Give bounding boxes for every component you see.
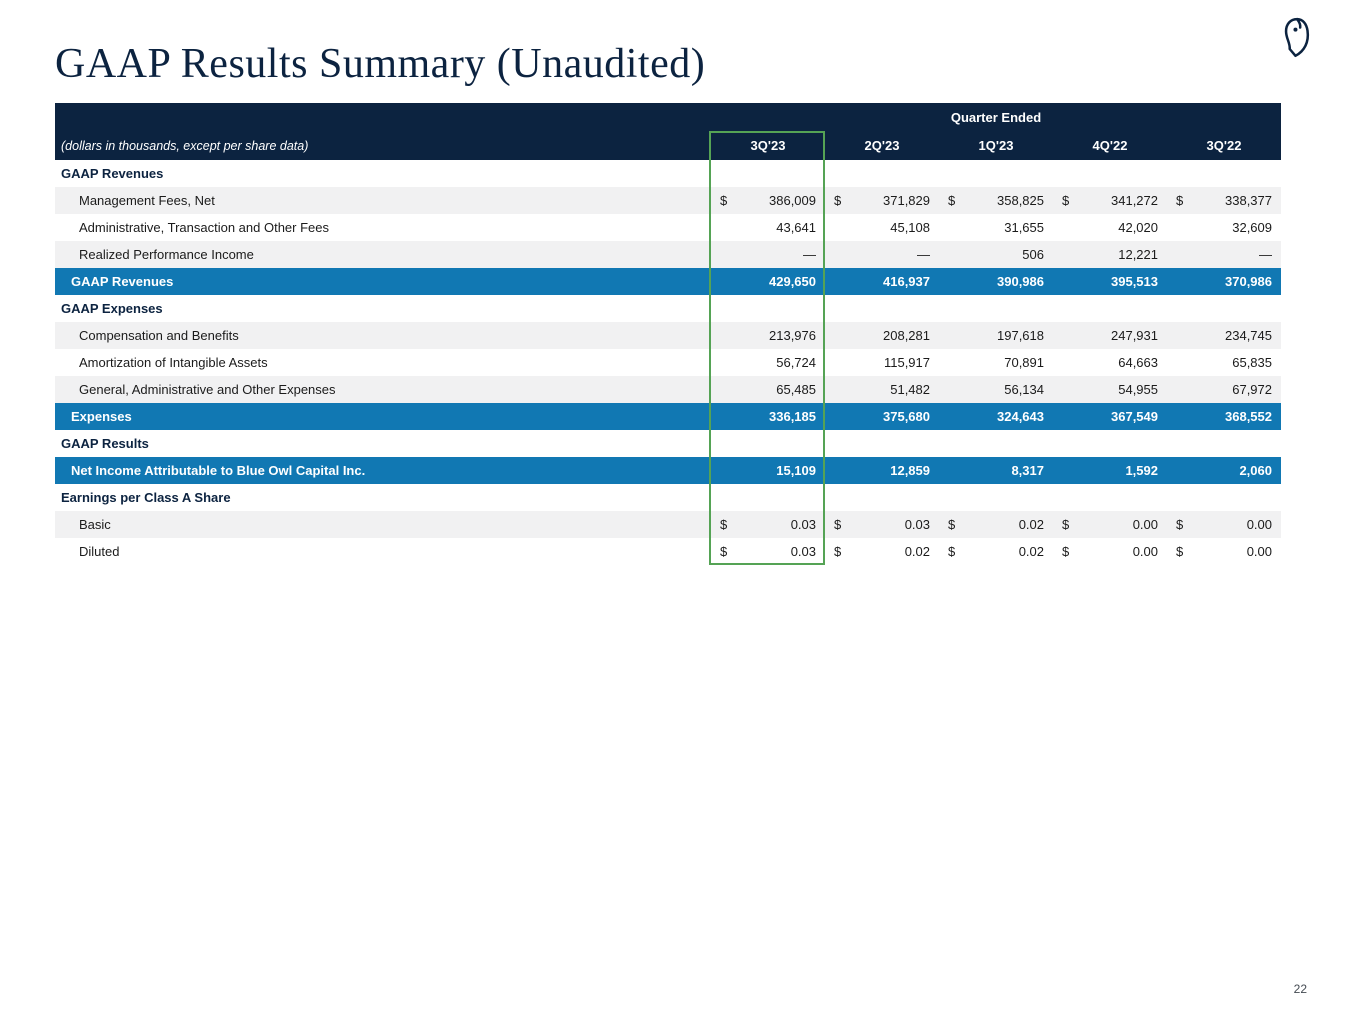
value-text: 208,281: [883, 328, 930, 343]
value-text: 370,986: [1225, 274, 1272, 289]
value-cell: [1167, 463, 1281, 478]
value-text: 341,272: [1111, 193, 1158, 208]
value-cell: [1053, 274, 1167, 289]
value-text: 56,134: [1004, 382, 1044, 397]
dollar-sign: $: [948, 193, 956, 208]
value-cell: [1167, 220, 1281, 235]
value-text: 0.02: [1018, 517, 1044, 532]
value-text: 213,976: [769, 328, 816, 343]
dollar-sign: $: [720, 193, 728, 208]
value-cell: [939, 193, 1053, 208]
value-text: 70,891: [1004, 355, 1044, 370]
row-label: Net Income Attributable to Blue Owl Capital Inc.: [71, 463, 366, 478]
table-header: [55, 103, 1281, 160]
section-header-row: [55, 295, 1281, 322]
row-label: Realized Performance Income: [79, 247, 254, 262]
gaap-results-table: [55, 103, 1281, 565]
row-label: Earnings per Class A Share: [61, 490, 231, 505]
value-text: 51,482: [890, 382, 930, 397]
value-text: 324,643: [997, 409, 1044, 424]
row-label: GAAP Revenues: [61, 166, 164, 181]
value-cell: [939, 220, 1053, 235]
value-cell: [1053, 517, 1167, 532]
value-text: 2,060: [1239, 463, 1272, 478]
value-cell: [1167, 544, 1281, 559]
value-cell: [711, 409, 825, 424]
value-text: 64,663: [1118, 355, 1158, 370]
value-cell: [939, 328, 1053, 343]
dollar-sign: $: [720, 517, 728, 532]
data-row: [55, 511, 1281, 538]
value-cell: [825, 382, 939, 397]
value-text: 358,825: [997, 193, 1044, 208]
value-cell: [1167, 328, 1281, 343]
value-cell: [1167, 274, 1281, 289]
dollar-sign: $: [948, 517, 956, 532]
value-text: 1,592: [1125, 463, 1158, 478]
row-label: Basic: [79, 517, 111, 532]
value-cell: [1167, 517, 1281, 532]
table-header-group-row: [55, 103, 1281, 131]
value-cell: [711, 463, 825, 478]
row-label: Management Fees, Net: [79, 193, 215, 208]
table-body: [55, 160, 1281, 565]
value-text: 506: [1022, 247, 1044, 262]
value-cell: [1053, 328, 1167, 343]
value-text: 338,377: [1225, 193, 1272, 208]
blue-owl-logo: [1275, 16, 1317, 60]
data-row: [55, 349, 1281, 376]
value-cell: [1167, 409, 1281, 424]
value-cell: [825, 463, 939, 478]
value-text: 31,655: [1004, 220, 1044, 235]
value-text: 0.00: [1246, 544, 1272, 559]
value-text: 0.00: [1132, 517, 1158, 532]
row-label: GAAP Results: [61, 436, 149, 451]
quarter-ended-label: Quarter Ended: [950, 109, 1042, 125]
value-cell: [825, 274, 939, 289]
row-label: GAAP Expenses: [61, 301, 163, 316]
value-text: 0.02: [904, 544, 930, 559]
value-text: 0.03: [904, 517, 930, 532]
value-text: —: [917, 247, 930, 262]
column-header-4q22: 4Q'22: [1092, 138, 1128, 153]
value-text: 247,931: [1111, 328, 1158, 343]
value-text: 390,986: [997, 274, 1044, 289]
value-text: 56,724: [776, 355, 816, 370]
value-cell: [1167, 193, 1281, 208]
value-cell: [711, 355, 825, 370]
value-cell: [825, 517, 939, 532]
dollar-sign: $: [1176, 193, 1184, 208]
value-text: 0.02: [1018, 544, 1044, 559]
value-cell: [711, 382, 825, 397]
value-cell: [711, 328, 825, 343]
data-row: [55, 241, 1281, 268]
value-text: 15,109: [776, 463, 816, 478]
value-cell: [1053, 409, 1167, 424]
section-header-row: [55, 484, 1281, 511]
data-row: [55, 214, 1281, 241]
total-row: [55, 457, 1281, 484]
table-column-header-row: [55, 131, 1281, 160]
value-text: 386,009: [769, 193, 816, 208]
value-cell: [711, 220, 825, 235]
row-label: Compensation and Benefits: [79, 328, 239, 343]
value-text: 368,552: [1225, 409, 1272, 424]
dollar-sign: $: [834, 193, 842, 208]
column-header-1q23: 1Q'23: [978, 138, 1014, 153]
page-number: 22: [1293, 982, 1307, 996]
dollar-sign: $: [1062, 193, 1070, 208]
value-cell: [711, 544, 825, 559]
value-cell: [1053, 220, 1167, 235]
owl-icon: [1275, 16, 1317, 60]
value-cell: [939, 355, 1053, 370]
value-cell: [939, 247, 1053, 262]
value-text: 336,185: [769, 409, 816, 424]
row-label: General, Administrative and Other Expenses: [79, 382, 336, 397]
value-cell: [939, 517, 1053, 532]
page-title: GAAP Results Summary (Unaudited): [55, 41, 706, 87]
dollar-sign: $: [948, 544, 956, 559]
value-text: 0.00: [1246, 517, 1272, 532]
value-text: 115,917: [883, 355, 930, 370]
value-cell: [711, 274, 825, 289]
value-text: 42,020: [1118, 220, 1158, 235]
value-cell: [825, 220, 939, 235]
value-text: 65,835: [1232, 355, 1272, 370]
value-text: 416,937: [883, 274, 930, 289]
section-header-row: [55, 430, 1281, 457]
value-text: 0.00: [1132, 544, 1158, 559]
column-header-2q23: 2Q'23: [864, 138, 900, 153]
dollar-sign: $: [834, 517, 842, 532]
data-row: [55, 322, 1281, 349]
value-text: 367,549: [1111, 409, 1158, 424]
data-row: [55, 187, 1281, 214]
value-text: 0.03: [790, 544, 816, 559]
data-row: [55, 538, 1281, 565]
dollar-sign: $: [1062, 544, 1070, 559]
total-row: [55, 403, 1281, 430]
value-text: 197,618: [997, 328, 1044, 343]
value-cell: [1167, 247, 1281, 262]
value-cell: [1053, 193, 1167, 208]
value-cell: [825, 247, 939, 262]
value-text: —: [1259, 247, 1272, 262]
row-label: GAAP Revenues: [71, 274, 174, 289]
value-text: 8,317: [1011, 463, 1044, 478]
value-text: 429,650: [769, 274, 816, 289]
table-subtitle: (dollars in thousands, except per share data): [61, 138, 309, 153]
value-text: 32,609: [1232, 220, 1272, 235]
dollar-sign: $: [1176, 544, 1184, 559]
column-header-3q23: 3Q'23: [750, 138, 786, 153]
value-cell: [939, 382, 1053, 397]
value-text: 54,955: [1118, 382, 1158, 397]
value-text: 371,829: [883, 193, 930, 208]
value-text: 12,859: [890, 463, 930, 478]
value-cell: [1053, 247, 1167, 262]
value-cell: [1053, 355, 1167, 370]
row-label: Administrative, Transaction and Other Fees: [79, 220, 330, 235]
row-label: Diluted: [79, 544, 120, 559]
value-cell: [939, 463, 1053, 478]
dollar-sign: $: [1176, 517, 1184, 532]
value-cell: [711, 247, 825, 262]
value-cell: [825, 355, 939, 370]
value-cell: [825, 544, 939, 559]
section-header-row: [55, 160, 1281, 187]
value-text: 45,108: [890, 220, 930, 235]
row-label: Amortization of Intangible Assets: [79, 355, 268, 370]
value-text: 0.03: [790, 517, 816, 532]
value-cell: [1053, 544, 1167, 559]
value-text: —: [803, 247, 816, 262]
value-cell: [711, 517, 825, 532]
dollar-sign: $: [720, 544, 728, 559]
value-cell: [825, 409, 939, 424]
column-header-3q22: 3Q'22: [1206, 138, 1242, 153]
value-cell: [825, 193, 939, 208]
value-text: 234,745: [1225, 328, 1272, 343]
total-row: [55, 268, 1281, 295]
row-label: Expenses: [71, 409, 132, 424]
value-text: 65,485: [776, 382, 816, 397]
dollar-sign: $: [1062, 517, 1070, 532]
value-cell: [1167, 355, 1281, 370]
value-cell: [825, 328, 939, 343]
value-cell: [711, 193, 825, 208]
value-cell: [939, 544, 1053, 559]
dollar-sign: $: [834, 544, 842, 559]
value-text: 67,972: [1232, 382, 1272, 397]
value-text: 375,680: [883, 409, 930, 424]
value-text: 395,513: [1111, 274, 1158, 289]
value-cell: [1053, 382, 1167, 397]
value-cell: [1167, 382, 1281, 397]
value-text: 43,641: [776, 220, 816, 235]
data-row: [55, 376, 1281, 403]
value-cell: [939, 274, 1053, 289]
value-cell: [1053, 463, 1167, 478]
value-text: 12,221: [1118, 247, 1158, 262]
value-cell: [939, 409, 1053, 424]
